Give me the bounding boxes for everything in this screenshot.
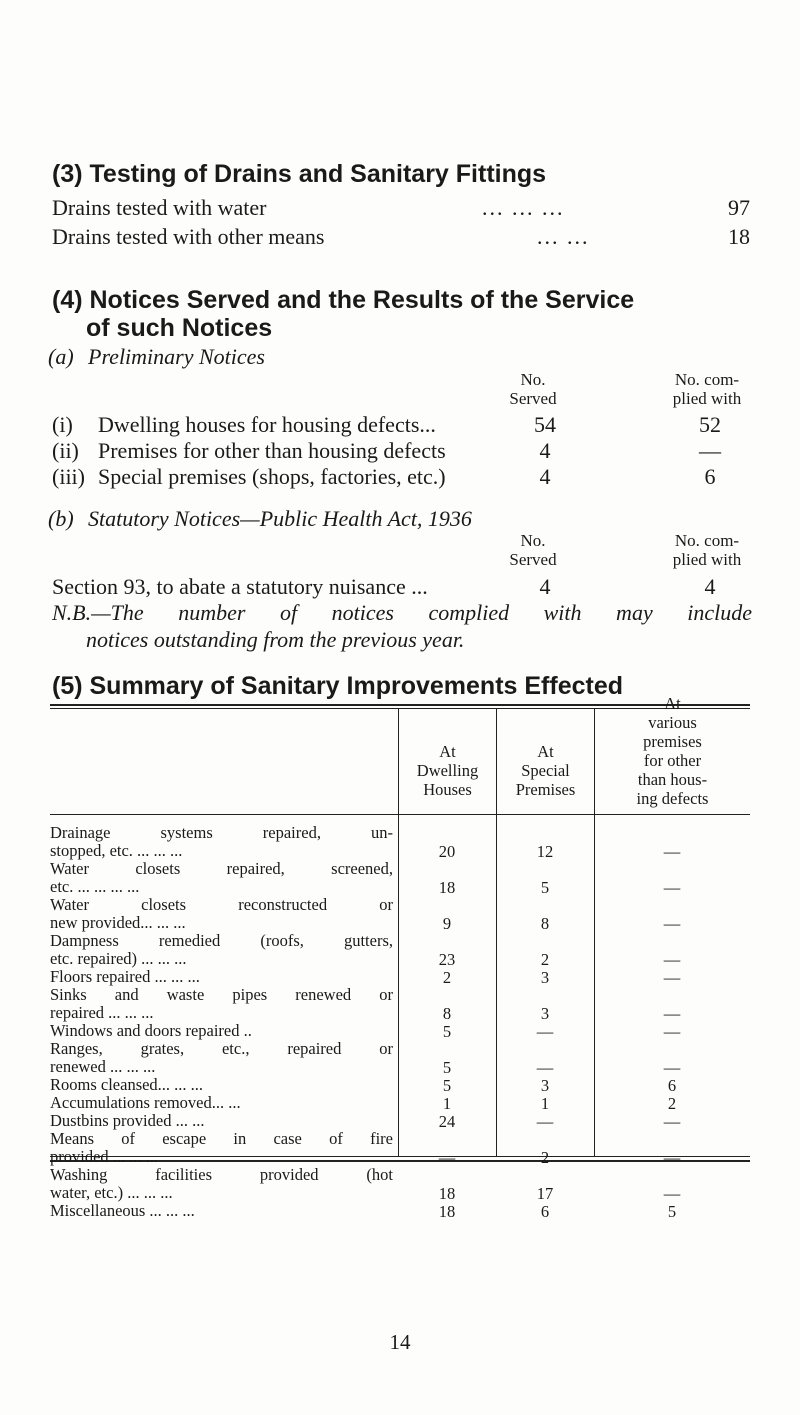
cell-other: —: [663, 950, 681, 969]
table-header-rule: [50, 814, 750, 815]
drains-other-label: Drains tested with other means: [52, 224, 325, 249]
nb-note-line2: notices outstanding from the previous year.: [86, 627, 465, 652]
improvements-table: [50, 694, 750, 1221]
spacer: [750, 0, 751, 1]
section-93-label: Section 93, to abate a statutory nuisance ...: [52, 574, 428, 599]
cell-other: —: [663, 968, 681, 987]
col-complied-header-b: No. com- plied with: [672, 531, 742, 569]
row-label: Rooms cleansed... ... ...: [50, 1075, 204, 1094]
cell-special: 3: [540, 1004, 550, 1023]
cell-other: —: [663, 1112, 681, 1131]
drains-water-value: 97: [728, 195, 750, 220]
subsection-a-title: Preliminary Notices: [88, 344, 265, 369]
cell-special: 12: [536, 842, 554, 861]
cell-other: —: [663, 914, 681, 933]
row-label: Water closets repaired, screened, etc. ... ... ... ...: [50, 859, 393, 896]
nb-note-line1: N.B.—The number of notices complied with may include: [52, 600, 752, 625]
cell-dwelling: 23: [438, 950, 456, 969]
cell-special: 17: [536, 1184, 554, 1203]
drains-water-label: Drains tested with water: [52, 195, 267, 220]
cell-dwelling: 5: [442, 1022, 452, 1041]
cell-special: 3: [540, 1076, 550, 1095]
col-served-header: No. Served: [509, 370, 557, 408]
section-5-title: (5) Summary of Sanitary Improvements Effected: [52, 672, 623, 700]
subsection-b-label: (b): [48, 506, 74, 531]
cell-dwelling: 18: [438, 878, 456, 897]
header-dwelling-houses: At Dwelling Houses: [416, 742, 479, 799]
cell-special: 5: [540, 878, 550, 897]
row-label: Floors repaired ... ... ...: [50, 967, 200, 986]
row-label: Sinks and waste pipes renewed or repaired ... ... ...: [50, 985, 393, 1022]
cell-dwelling: —: [438, 1148, 456, 1167]
cell-dwelling: 5: [442, 1058, 452, 1077]
drains-other-dots: ... ...: [537, 224, 590, 249]
cell-dwelling: 1: [442, 1094, 452, 1113]
col-complied-header: No. com- plied with: [672, 370, 742, 408]
row-label: Dampness remedied (roofs, gutters, etc. repaired) ... ... ...: [50, 931, 393, 968]
cell-dwelling: 18: [438, 1184, 456, 1203]
section-93-served: 4: [539, 574, 551, 599]
col-served-header-b: No. Served: [509, 531, 557, 569]
cell-other: 6: [667, 1076, 677, 1095]
cell-special: 2: [540, 1148, 550, 1167]
subsection-a-label: (a): [48, 344, 74, 369]
cell-dwelling: 8: [442, 1004, 452, 1023]
cell-special: —: [536, 1112, 554, 1131]
cell-special: 3: [540, 968, 550, 987]
row-label: Dustbins provided ... ...: [50, 1111, 205, 1130]
cell-dwelling: 24: [438, 1112, 456, 1131]
cell-dwelling: 18: [438, 1202, 456, 1221]
section-4-title-line2: of such Notices: [86, 314, 273, 342]
row-label: Water closets reconstructed or new provided... ... ...: [50, 895, 393, 932]
header-special-premises: At Special Premises: [515, 742, 576, 799]
cell-special: —: [536, 1058, 554, 1077]
row-label: Means of escape in case of fire provided ... ... ...: [50, 1129, 393, 1166]
row-label: Washing facilities provided (hot water, etc.) ... ... ...: [50, 1165, 393, 1202]
cell-special: 6: [540, 1202, 550, 1221]
drains-water-dots: ... ... ...: [482, 195, 565, 220]
cell-dwelling: 2: [442, 968, 452, 987]
cell-other: —: [663, 842, 681, 861]
row-label: Ranges, grates, etc., repaired or renewed ... ... ...: [50, 1039, 393, 1076]
cell-special: 1: [540, 1094, 550, 1113]
drains-other-value: 18: [728, 224, 750, 249]
row-label: Windows and doors repaired ..: [50, 1021, 252, 1040]
cell-other: —: [663, 1148, 681, 1167]
cell-special: 8: [540, 914, 550, 933]
page-number: 14: [389, 1330, 411, 1354]
cell-other: —: [663, 1022, 681, 1041]
cell-other: —: [663, 1058, 681, 1077]
cell-other: —: [663, 1184, 681, 1203]
row-label: Miscellaneous ... ... ...: [50, 1201, 195, 1220]
cell-special: 2: [540, 950, 550, 969]
cell-other: —: [663, 878, 681, 897]
cell-special: —: [536, 1022, 554, 1041]
subsection-b-title: Statutory Notices—Public Health Act, 1936: [88, 506, 472, 531]
row-label: Drainage systems repaired, un- stopped, etc. ... ... ...: [50, 823, 393, 860]
section-4-title-line1: (4) Notices Served and the Results of the Service: [52, 286, 635, 314]
section-93-complied: 4: [704, 574, 716, 599]
cell-dwelling: 20: [438, 842, 456, 861]
cell-other: —: [663, 1004, 681, 1023]
cell-other: 2: [667, 1094, 677, 1113]
row-label: Accumulations removed... ...: [50, 1093, 241, 1112]
header-various-premises: At various premises for other than hous- ing defects: [636, 694, 709, 808]
cell-other: 5: [667, 1202, 677, 1221]
cell-dwelling: 9: [442, 914, 452, 933]
section-3-title: (3) Testing of Drains and Sanitary Fittings: [52, 160, 547, 188]
cell-dwelling: 5: [442, 1076, 452, 1095]
